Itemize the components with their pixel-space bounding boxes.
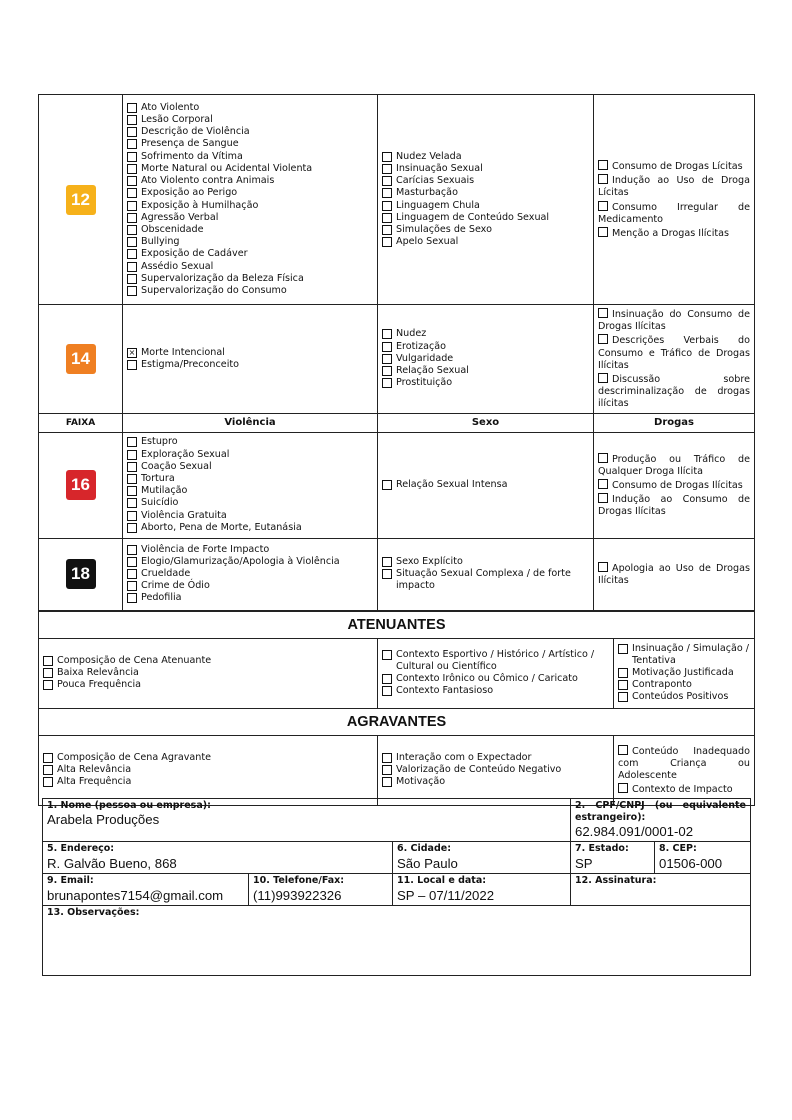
checkbox-item[interactable]: [598, 173, 750, 199]
violencia-list: [127, 436, 373, 534]
checkbox[interactable]: [382, 329, 392, 339]
checkbox-item[interactable]: [618, 691, 750, 703]
checkbox[interactable]: ×: [128, 347, 136, 357]
checkbox-item[interactable]: [382, 187, 589, 199]
checkbox[interactable]: [382, 366, 392, 376]
checkbox-label: Sexo Explícito: [396, 555, 463, 567]
checkbox[interactable]: [127, 498, 137, 508]
checkbox-item[interactable]: [127, 248, 373, 260]
checkbox-label: Insinuação Sexual: [396, 162, 483, 174]
checkbox-item[interactable]: [382, 377, 589, 389]
checkbox-label: Contraponto: [632, 679, 692, 691]
local-label: 11. Local e data:: [397, 875, 487, 887]
checkbox-item[interactable]: [598, 452, 750, 478]
violencia-list: [127, 347, 373, 371]
checkbox-label: Composição de Cena Atenuante: [57, 654, 212, 666]
checkbox[interactable]: [127, 127, 137, 137]
checkbox-label: Contexto Irônico ou Cômico / Caricato: [396, 673, 578, 685]
checkbox-item[interactable]: [127, 436, 373, 448]
checkbox-item[interactable]: [127, 138, 373, 150]
checkbox[interactable]: [382, 378, 392, 388]
checkbox[interactable]: [127, 557, 137, 567]
checkbox-item[interactable]: [127, 485, 373, 497]
checkbox-item[interactable]: [598, 372, 750, 411]
rating-badge-14: 14: [66, 344, 96, 374]
endereco-label: 5. Endereço:: [47, 843, 115, 855]
checkbox[interactable]: [127, 286, 137, 296]
sexo-list: [382, 556, 589, 593]
checkbox-label: Interação com o Expectador: [396, 751, 532, 763]
cpf-field[interactable]: [571, 799, 751, 842]
checkbox-item[interactable]: [43, 655, 373, 667]
checkbox-label: Situação Sexual Complexa / de forte impacto: [396, 568, 571, 592]
checkbox-label: Relação Sexual Intensa: [396, 479, 508, 491]
checkbox-item[interactable]: [127, 163, 373, 175]
rating-row-16: [39, 432, 755, 538]
checkbox-item[interactable]: [127, 102, 373, 114]
checkbox[interactable]: [382, 176, 392, 186]
checkbox-label: Violência de Forte Impacto: [141, 543, 270, 555]
checkbox[interactable]: [127, 176, 137, 186]
drogas-list: [598, 452, 750, 519]
checkbox[interactable]: [598, 334, 608, 344]
drogas-list: [598, 307, 750, 411]
checkbox-item[interactable]: [382, 649, 609, 673]
checkbox-label: Produção ou Tráfico de Qualquer Droga Ilícita: [598, 453, 750, 477]
checkbox[interactable]: [127, 225, 137, 235]
checkbox-item[interactable]: [127, 522, 373, 534]
checkbox[interactable]: [382, 686, 392, 696]
agravantes-row: [39, 735, 755, 805]
checkbox-item[interactable]: [382, 200, 589, 212]
checkbox-label: Pedofilia: [141, 592, 182, 604]
checkbox-label: Crueldade: [141, 568, 191, 580]
cpf-label: 2. CPF/CNPJ (ou equivalente estrangeiro):: [575, 800, 746, 824]
checkbox-label: Presença de Sangue: [141, 138, 239, 150]
atenuantes-title: ATENUANTES: [39, 611, 755, 638]
checkbox-label: Simulações de Sexo: [396, 223, 492, 235]
checkbox-item[interactable]: [127, 261, 373, 273]
checkbox[interactable]: [127, 274, 137, 284]
local-value: SP – 07/11/2022: [397, 887, 495, 903]
checkbox[interactable]: [127, 581, 137, 591]
checkbox-item[interactable]: [382, 776, 609, 788]
checkbox-label: Carícias Sexuais: [396, 175, 475, 187]
header-drogas: Drogas: [594, 413, 755, 432]
checkbox-label: Nudez: [396, 328, 427, 340]
checkbox[interactable]: [382, 480, 392, 490]
checkbox-label: Aborto, Pena de Morte, Eutanásia: [141, 521, 302, 533]
checkbox-item[interactable]: [43, 776, 373, 788]
checkbox-label: Suicídio: [141, 497, 179, 509]
checkbox-label: Relação Sexual: [396, 364, 469, 376]
checkbox-label: Estupro: [141, 436, 178, 448]
rating-badge-18: 18: [66, 559, 96, 589]
checkbox-item[interactable]: [127, 236, 373, 248]
cidade-label: 6. Cidade:: [397, 843, 452, 855]
checkbox[interactable]: [598, 479, 608, 489]
assinatura-field[interactable]: [571, 874, 751, 906]
atenuantes-list-2: [382, 649, 609, 698]
checkbox-label: Sofrimento da Vítima: [141, 150, 243, 162]
checkbox[interactable]: [127, 511, 137, 521]
checkbox-label: Coação Sexual: [141, 460, 212, 472]
cpf-value: 62.984.091/0001-02: [575, 824, 694, 840]
checkbox[interactable]: [127, 545, 137, 555]
checkbox[interactable]: [618, 745, 628, 755]
checkbox-item[interactable]: [382, 236, 589, 248]
checkbox-item[interactable]: [127, 285, 373, 297]
checkbox[interactable]: [43, 680, 53, 690]
drogas-list: [598, 159, 750, 240]
checkbox-item[interactable]: [127, 126, 373, 138]
checkbox[interactable]: [127, 262, 137, 272]
email-field[interactable]: [43, 874, 249, 906]
checkbox-label: Consumo de Drogas Ilícitas: [612, 480, 743, 492]
checkbox-label: Tortura: [141, 472, 175, 484]
checkbox-item[interactable]: [598, 159, 750, 173]
checkbox-item[interactable]: [127, 187, 373, 199]
checkbox-item[interactable]: [43, 752, 373, 764]
checkbox-label: Supervalorização do Consumo: [141, 284, 287, 296]
checkbox-item[interactable]: [43, 667, 373, 679]
checkbox-item[interactable]: [127, 544, 373, 556]
checkbox[interactable]: [598, 201, 608, 211]
rating-badge-12: 12: [66, 185, 96, 215]
checkbox-label: Consumo Irregular de Medicamento: [598, 201, 750, 225]
checkbox-label: Morte Natural ou Acidental Violenta: [141, 162, 313, 174]
checkbox-item[interactable]: [127, 224, 373, 236]
checkbox[interactable]: [382, 342, 392, 352]
checkbox-label: Contexto de Impacto: [632, 784, 733, 796]
endereco-field[interactable]: [43, 842, 393, 874]
checkbox-label: Apelo Sexual: [396, 236, 459, 248]
checkbox-label: Contexto Esportivo / Histórico / Artístico / Cultural ou Científico: [396, 648, 595, 672]
checkbox-label: Linguagem Chula: [396, 199, 480, 211]
checkbox[interactable]: [598, 227, 608, 237]
checkbox-item[interactable]: [598, 478, 750, 492]
checkbox[interactable]: [382, 164, 392, 174]
checkbox-item[interactable]: [127, 212, 373, 224]
checkbox-item[interactable]: [382, 328, 589, 340]
checkbox-item[interactable]: [127, 473, 373, 485]
checkbox-label: Contexto Fantasioso: [396, 685, 494, 697]
checkbox[interactable]: [382, 753, 392, 763]
cep-value: 01506-000: [659, 855, 723, 871]
checkbox[interactable]: [127, 360, 137, 370]
checkbox[interactable]: [382, 237, 392, 247]
checkbox[interactable]: [127, 437, 137, 447]
checkbox[interactable]: [43, 656, 53, 666]
sexo-list: [382, 151, 589, 249]
checkbox-item[interactable]: [127, 461, 373, 473]
cep-label: 8. CEP:: [659, 843, 697, 855]
checkbox-label: Exploração Sexual: [141, 448, 230, 460]
checkbox-label: Insinuação do Consumo de Drogas Ilícitas: [598, 309, 750, 333]
cep-field[interactable]: [655, 842, 751, 874]
checkbox-item[interactable]: [618, 667, 750, 679]
checkbox-label: Exposição à Humilhação: [141, 199, 259, 211]
checkbox[interactable]: [382, 225, 392, 235]
violencia-list: [127, 102, 373, 297]
checkbox-label: Motivação: [396, 776, 446, 788]
observacoes-field[interactable]: [43, 906, 751, 976]
checkbox-label: Composição de Cena Agravante: [57, 751, 212, 763]
checkbox[interactable]: [598, 453, 608, 463]
checkbox-item[interactable]: [618, 643, 750, 667]
agravantes-list-3: [618, 744, 750, 797]
checkbox[interactable]: [618, 668, 628, 678]
checkbox[interactable]: [43, 668, 53, 678]
checkbox[interactable]: [127, 450, 137, 460]
checkbox[interactable]: [618, 692, 628, 702]
nome-value: Arabela Produções: [47, 812, 160, 828]
checkbox[interactable]: [127, 462, 137, 472]
agravantes-list-2: [382, 752, 609, 789]
checkbox-item[interactable]: [382, 353, 589, 365]
checkbox-item[interactable]: [382, 764, 609, 776]
checkbox[interactable]: [598, 562, 608, 572]
checkbox[interactable]: [618, 644, 628, 654]
rating-cell: [39, 95, 123, 305]
checkbox-label: Descrições Verbais do Consumo e Tráfico de Drogas Ilícitas: [598, 335, 750, 371]
checkbox-label: Bullying: [141, 236, 180, 248]
checkbox[interactable]: [382, 569, 392, 579]
checkbox-item[interactable]: [127, 347, 373, 359]
agravantes-title: AGRAVANTES: [39, 708, 755, 735]
checkbox[interactable]: [127, 188, 137, 198]
agravantes-list-1: [43, 752, 373, 789]
checkbox[interactable]: [598, 308, 608, 318]
checkbox[interactable]: [43, 777, 53, 787]
violencia-list: [127, 544, 373, 605]
classification-table: [38, 94, 754, 806]
nome-field[interactable]: [43, 799, 571, 842]
checkbox-item[interactable]: [127, 273, 373, 285]
checkbox-label: Menção a Drogas Ilícitas: [612, 227, 730, 239]
header-violencia: Violência: [123, 413, 378, 432]
checkbox-item[interactable]: [127, 510, 373, 522]
checkbox[interactable]: [43, 753, 53, 763]
checkbox-label: Crime de Ódio: [141, 580, 210, 592]
checkbox-item[interactable]: [382, 568, 589, 592]
cidade-value: São Paulo: [397, 855, 458, 871]
checkbox-label: Assédio Sexual: [141, 260, 214, 272]
checkbox[interactable]: [382, 213, 392, 223]
header-sexo: Sexo: [378, 413, 594, 432]
checkbox-label: Agressão Verbal: [141, 211, 219, 223]
checkbox-item[interactable]: [598, 561, 750, 587]
checkbox-item[interactable]: [598, 492, 750, 518]
checkbox[interactable]: [127, 593, 137, 603]
telefone-field[interactable]: [249, 874, 393, 906]
checkbox-label: Alta Relevância: [57, 764, 132, 776]
checkbox[interactable]: [382, 650, 392, 660]
checkbox-label: Exposição de Cadáver: [141, 248, 248, 260]
checkbox-label: Morte Intencional: [141, 346, 225, 358]
checkbox-label: Exposição ao Perigo: [141, 187, 238, 199]
checkbox[interactable]: [127, 523, 137, 533]
checkbox-item[interactable]: [618, 782, 750, 796]
checkbox[interactable]: [382, 152, 392, 162]
checkbox[interactable]: [127, 213, 137, 223]
checkbox[interactable]: [382, 188, 392, 198]
checkbox[interactable]: [618, 783, 628, 793]
estado-label: 7. Estado:: [575, 843, 629, 855]
checkbox-item[interactable]: [382, 479, 589, 491]
checkbox-item[interactable]: [127, 580, 373, 592]
email-label: 9. Email:: [47, 875, 94, 887]
checkbox-item[interactable]: [382, 163, 589, 175]
checkbox[interactable]: [127, 474, 137, 484]
checkbox-label: Elogio/Glamurização/Apologia à Violência: [141, 555, 340, 567]
checkbox-item[interactable]: [382, 212, 589, 224]
checkbox[interactable]: [127, 249, 137, 259]
checkbox[interactable]: [598, 493, 608, 503]
checkbox-label: Lesão Corporal: [141, 114, 213, 126]
local-field[interactable]: [393, 874, 571, 906]
checkbox[interactable]: [127, 201, 137, 211]
rating-row-18: [39, 538, 755, 610]
rating-badge-16: 16: [66, 470, 96, 500]
checkbox-label: Indução ao Uso de Droga Lícitas: [598, 175, 750, 199]
telefone-label: 10. Telefone/Fax:: [253, 875, 345, 887]
checkbox[interactable]: [127, 164, 137, 174]
checkbox-item[interactable]: [382, 752, 609, 764]
checkbox-item[interactable]: [127, 114, 373, 126]
checkbox-label: Ato Violento: [141, 101, 200, 113]
checkbox-label: Pouca Frequência: [57, 679, 142, 691]
checkbox-item[interactable]: [618, 744, 750, 783]
checkbox-label: Prostituição: [396, 377, 453, 389]
checkbox[interactable]: [127, 152, 137, 162]
checkbox[interactable]: [618, 680, 628, 690]
checkbox-item[interactable]: [43, 679, 373, 691]
checkbox-label: Estigma/Preconceito: [141, 358, 239, 370]
checkbox-item[interactable]: [127, 497, 373, 509]
atenuantes-list-3: [618, 643, 750, 704]
checkbox-item[interactable]: [127, 200, 373, 212]
applicant-form: [42, 798, 750, 976]
checkbox[interactable]: [382, 557, 392, 567]
checkbox-item[interactable]: [598, 307, 750, 333]
checkbox-item[interactable]: [127, 151, 373, 163]
checkbox-item[interactable]: [382, 365, 589, 377]
checkbox-label: Baixa Relevância: [57, 667, 139, 679]
checkbox[interactable]: [382, 765, 392, 775]
checkbox[interactable]: [598, 373, 608, 383]
checkbox-item[interactable]: [382, 224, 589, 236]
checkbox-label: Indução ao Consumo de Drogas Ilícitas: [598, 494, 750, 518]
checkbox[interactable]: [127, 139, 137, 149]
email-value: brunapontes7154@gmail.com: [47, 887, 224, 903]
checkbox[interactable]: [127, 237, 137, 247]
rating-row-12: [39, 95, 755, 305]
checkbox-label: Masturbação: [396, 187, 458, 199]
checkbox[interactable]: [598, 160, 608, 170]
checkbox[interactable]: [382, 201, 392, 211]
checkbox[interactable]: [43, 765, 53, 775]
rating-row-14: [39, 305, 755, 414]
checkbox-item[interactable]: [127, 556, 373, 568]
checkbox-item[interactable]: [127, 359, 373, 371]
cidade-field[interactable]: [393, 842, 571, 874]
checkbox-item[interactable]: [382, 685, 609, 697]
checkbox-item[interactable]: [382, 341, 589, 353]
header-faixa: FAIXA: [39, 413, 123, 432]
telefone-value: (11)993922326: [253, 887, 342, 903]
checkbox-label: Valorização de Conteúdo Negativo: [396, 764, 562, 776]
checkbox-item[interactable]: [598, 200, 750, 226]
assinatura-label: 12. Assinatura:: [575, 875, 657, 887]
checkbox-label: Vulgaridade: [396, 352, 454, 364]
checkbox-label: Consumo de Drogas Lícitas: [612, 160, 743, 172]
checkbox-label: Discussão sobre descriminalização de drogas ilícitas: [598, 374, 750, 410]
estado-value: SP: [575, 855, 593, 871]
checkbox-label: Obscenidade: [141, 223, 204, 235]
checkbox-item[interactable]: [43, 764, 373, 776]
checkbox-label: Descrição de Violência: [141, 126, 250, 138]
checkbox-label: Mutilação: [141, 485, 188, 497]
checkbox-item[interactable]: [127, 175, 373, 187]
checkbox-item[interactable]: [382, 556, 589, 568]
checkbox-label: Violência Gratuita: [141, 509, 227, 521]
observacoes-label: 13. Observações:: [47, 907, 140, 919]
checkbox[interactable]: [598, 174, 608, 184]
estado-field[interactable]: [571, 842, 655, 874]
checkbox-item[interactable]: [382, 175, 589, 187]
endereco-value: R. Galvão Bueno, 868: [47, 855, 177, 871]
checkbox-item[interactable]: [598, 333, 750, 372]
checkbox-label: Alta Frequência: [57, 776, 132, 788]
checkbox-item[interactable]: [598, 226, 750, 240]
checkbox-label: Erotização: [396, 340, 447, 352]
atenuantes-list-1: [43, 655, 373, 692]
column-headers: [39, 413, 755, 432]
checkbox-item[interactable]: [127, 568, 373, 580]
checkbox-item[interactable]: [127, 449, 373, 461]
drogas-list: [598, 561, 750, 587]
checkbox-label: Apologia ao Uso de Drogas Ilícitas: [598, 562, 750, 587]
checkbox[interactable]: [127, 103, 137, 113]
checkbox-label: Conteúdos Positivos: [632, 691, 729, 703]
checkbox-label: Ato Violento contra Animais: [141, 175, 275, 187]
checkbox-label: Insinuação / Simulação / Tentativa: [632, 642, 749, 666]
checkbox[interactable]: [127, 486, 137, 496]
checkbox-item[interactable]: [127, 592, 373, 604]
checkbox-item[interactable]: [618, 679, 750, 691]
sexo-list: [382, 328, 589, 389]
checkbox[interactable]: [127, 115, 137, 125]
nome-label: 1. Nome (pessoa ou empresa):: [47, 800, 211, 811]
checkbox-item[interactable]: [382, 151, 589, 163]
checkbox-item[interactable]: [382, 673, 609, 685]
checkbox[interactable]: [127, 569, 137, 579]
checkbox-label: Conteúdo Inadequado com Criança ou Adolescente: [618, 745, 751, 782]
atenuantes-row: [39, 638, 755, 708]
checkbox-label: Nudez Velada: [396, 150, 462, 162]
checkbox[interactable]: [382, 674, 392, 684]
checkbox-label: Motivação Justificada: [632, 667, 734, 679]
checkbox[interactable]: [382, 354, 392, 364]
checkbox-label: Linguagem de Conteúdo Sexual: [396, 211, 550, 223]
sexo-list: [382, 479, 589, 491]
checkbox-label: Supervalorização da Beleza Física: [141, 272, 304, 284]
checkbox[interactable]: [382, 777, 392, 787]
